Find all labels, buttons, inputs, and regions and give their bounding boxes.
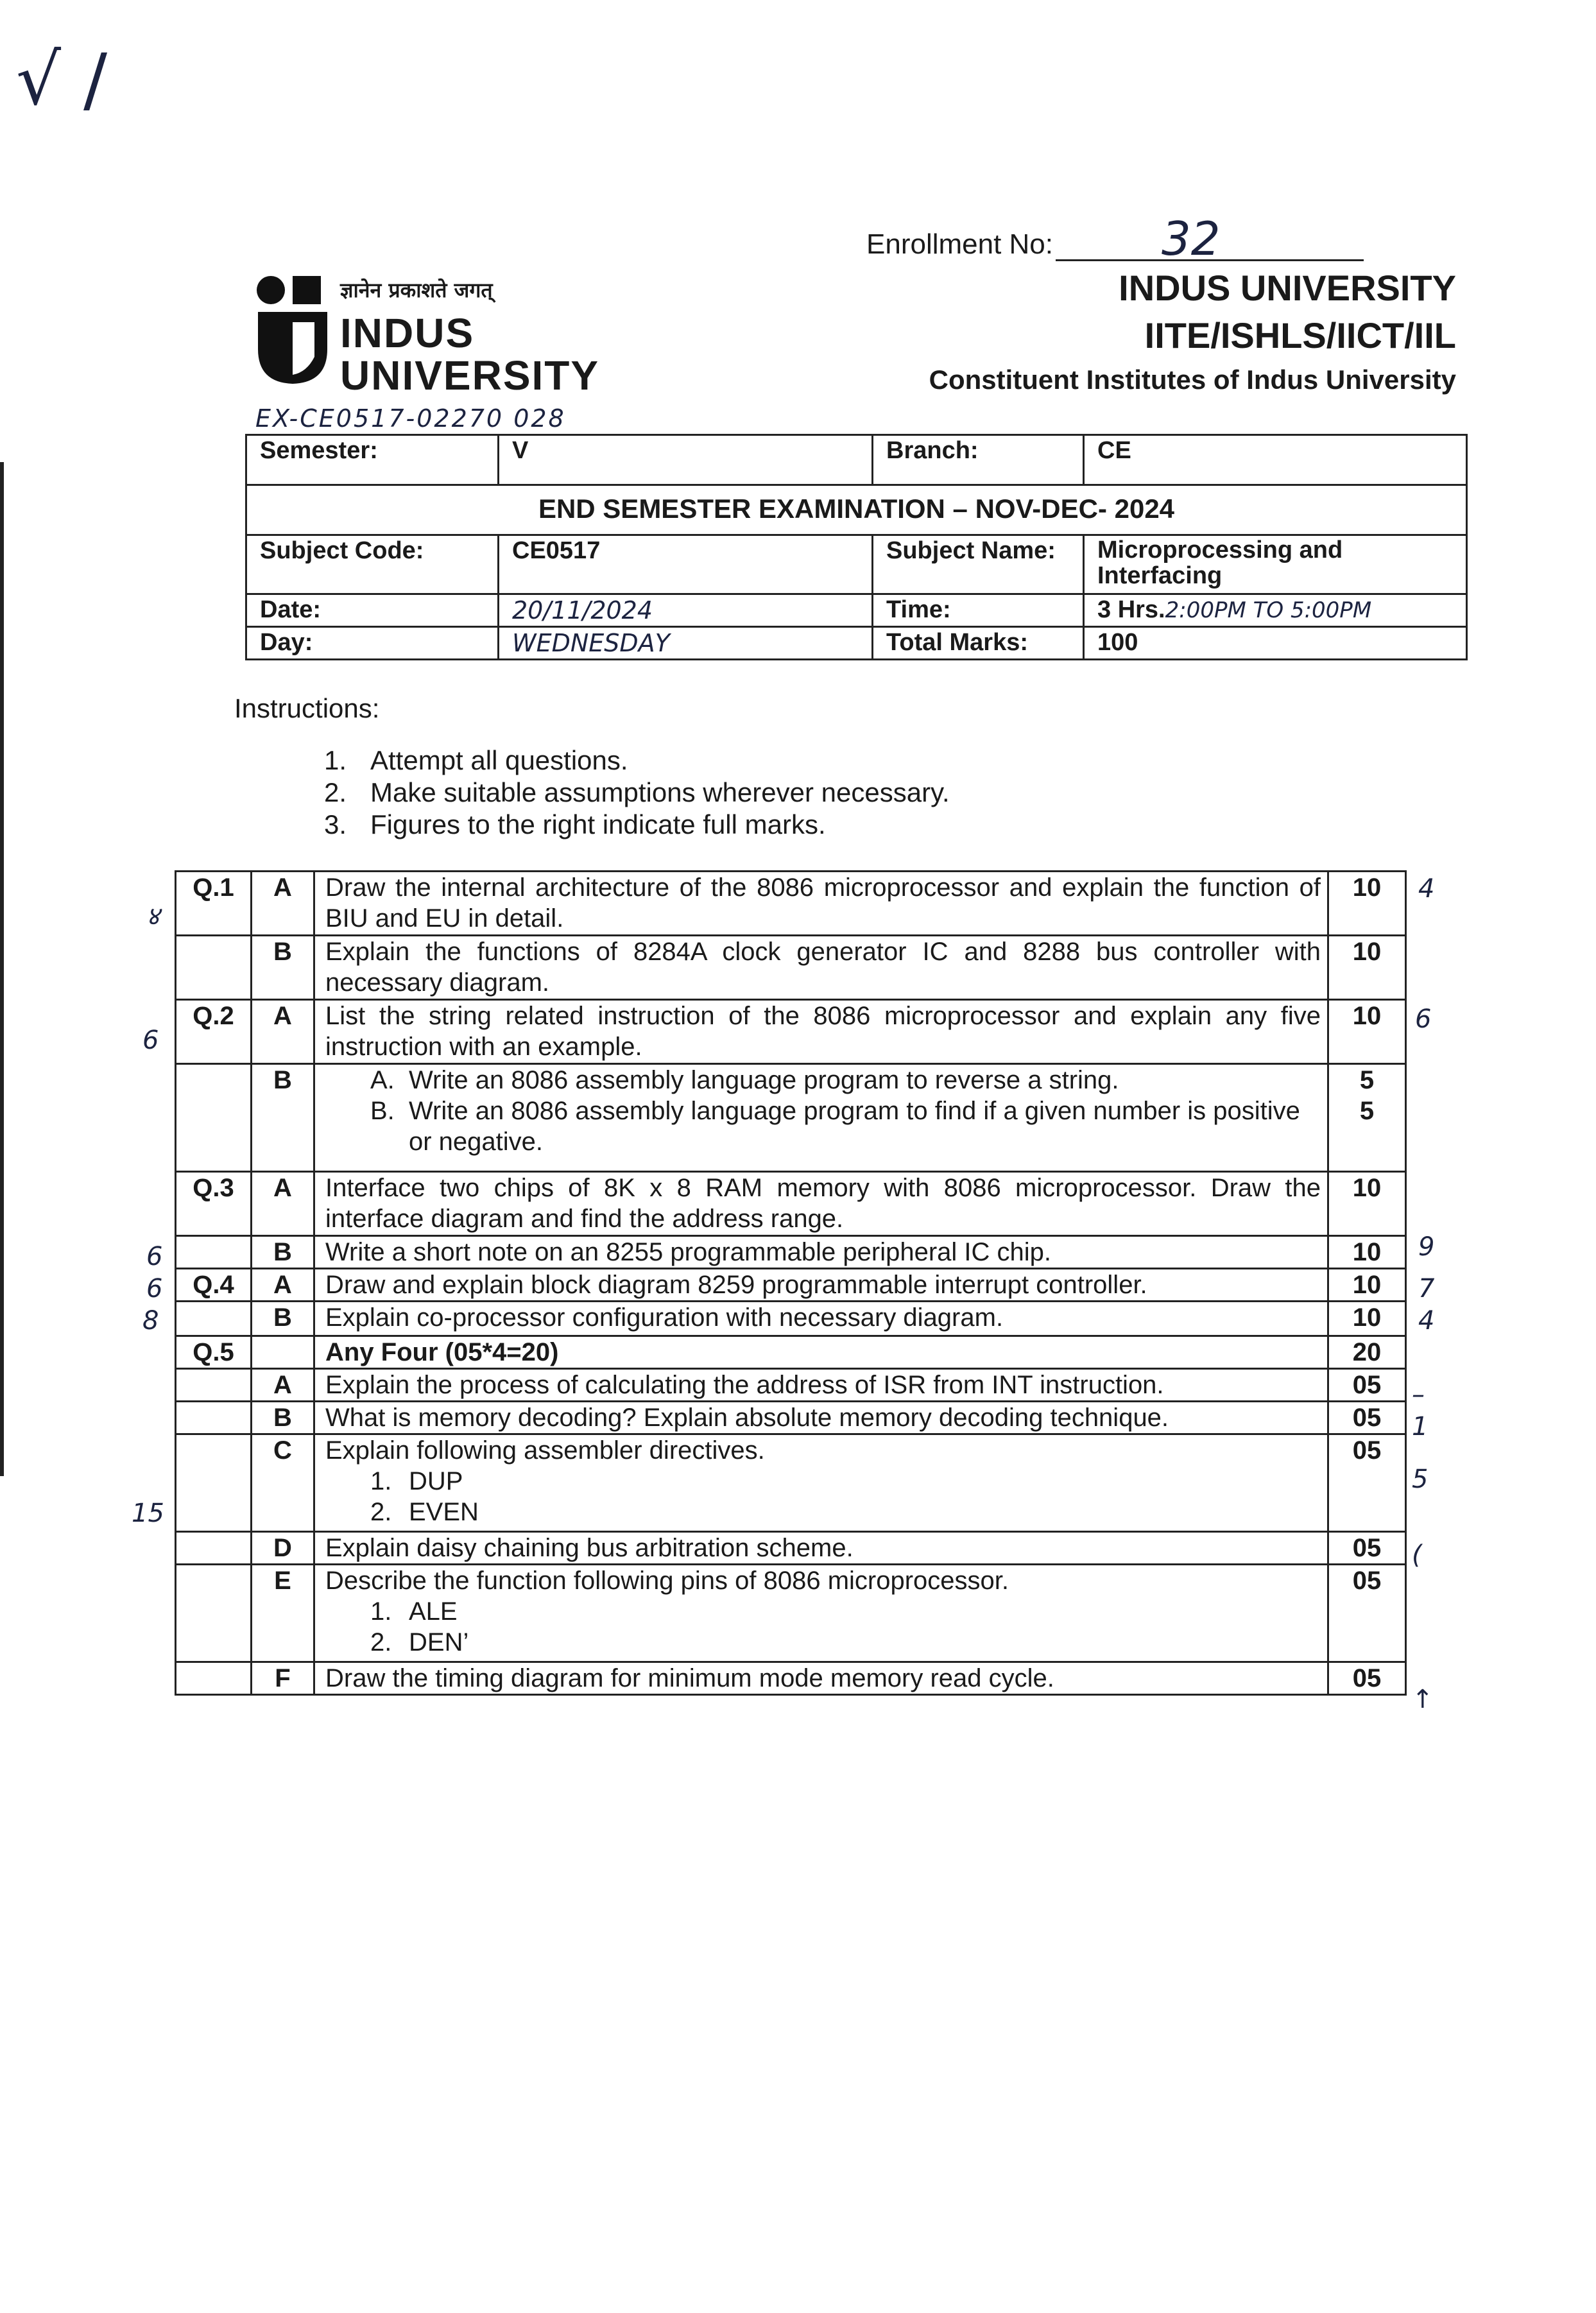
question-text <box>314 1434 1328 1532</box>
sub-item-list <box>325 1065 1321 1157</box>
question-text: Explain co-processor configuration with necessary diagram. <box>314 1302 1328 1336</box>
question-number <box>176 1565 252 1662</box>
sub-item-number: 2. <box>370 1498 392 1526</box>
branch-label: Branch: <box>873 435 1084 485</box>
day-value: WEDNESDAY <box>499 627 873 660</box>
question-text: List the string related instruction of the 8086 microprocessor and explain any five instruction with an example. <box>314 1000 1328 1064</box>
question-row <box>176 1336 1406 1369</box>
instruction-number: 3. <box>324 809 347 839</box>
instruction-text: Make suitable assumptions wherever necessary. <box>370 777 950 807</box>
question-number <box>176 1369 252 1402</box>
sub-item <box>370 1497 1321 1527</box>
sub-question-label: B <box>252 1402 314 1434</box>
sub-item <box>370 1596 1321 1627</box>
question-marks <box>1328 1064 1406 1172</box>
logo-text-university: UNIVERSITY <box>340 352 600 399</box>
question-row <box>176 1000 1406 1064</box>
margin-score-right: ↑ <box>1412 1685 1434 1714</box>
date-value: 20/11/2024 <box>499 594 873 627</box>
question-marks: 10 <box>1328 1302 1406 1336</box>
question-row <box>176 1369 1406 1402</box>
sub-item-marks: 5 <box>1359 1066 1375 1094</box>
instruction-text: Attempt all questions. <box>370 745 628 775</box>
sub-item-text: Write an 8086 assembly language program to find if a given number is positive or negative. <box>409 1097 1300 1156</box>
sub-item-text: ALE <box>409 1597 458 1626</box>
question-marks: 10 <box>1328 1000 1406 1064</box>
university-constituent-line: Constituent Institutes of Indus University <box>929 365 1456 395</box>
margin-score-left: 15 <box>132 1499 164 1528</box>
margin-score-right: – <box>1412 1380 1425 1409</box>
semester-label: Semester: <box>246 435 499 485</box>
question-number <box>176 1532 252 1565</box>
instruction-number: 2. <box>324 777 347 807</box>
question-number <box>176 936 252 1000</box>
sub-question-label <box>252 1336 314 1369</box>
sub-item-number: A. <box>370 1066 395 1094</box>
question-text-line: Explain following assembler directives. <box>325 1436 765 1465</box>
question-marks: 10 <box>1328 936 1406 1000</box>
sub-item <box>370 1627 1321 1658</box>
question-marks: 05 <box>1328 1402 1406 1434</box>
margin-score-right: ( <box>1412 1540 1422 1570</box>
sub-question-label: B <box>252 1302 314 1336</box>
branch-value: CE <box>1084 435 1467 485</box>
sub-question-label: A <box>252 1269 314 1302</box>
margin-score-left: 6 <box>146 1274 163 1303</box>
sub-question-label: A <box>252 1000 314 1064</box>
logo-text-indus: INDUS <box>340 310 475 356</box>
question-text: Interface two chips of 8K x 8 RAM memory with 8086 microprocessor. Draw the interface diagram and find the address range. <box>314 1172 1328 1236</box>
corner-tick-marks: √ / <box>16 39 108 121</box>
sub-item-number: 1. <box>370 1467 392 1495</box>
sub-item-text: Write an 8086 assembly language program to reverse a string. <box>409 1066 1119 1094</box>
margin-score-right: 9 <box>1418 1232 1435 1262</box>
question-text <box>314 1565 1328 1662</box>
sub-question-label: E <box>252 1565 314 1662</box>
question-text: What is memory decoding? Explain absolute memory decoding technique. <box>314 1402 1328 1434</box>
question-text-line: Describe the function following pins of 8086 microprocessor. <box>325 1567 1009 1595</box>
margin-score-right: 6 <box>1415 1004 1432 1034</box>
total-marks-value: 100 <box>1084 627 1467 660</box>
subject-code-label: Subject Code: <box>246 535 499 594</box>
question-number: Q.2 <box>176 1000 252 1064</box>
instruction-text: Figures to the right indicate full marks. <box>370 809 826 839</box>
instruction-item <box>324 809 950 841</box>
margin-score-right: 5 <box>1412 1465 1429 1494</box>
subject-name-value: Microprocessing and Interfacing <box>1084 535 1467 594</box>
sub-question-label: B <box>252 1064 314 1172</box>
question-number <box>176 1434 252 1532</box>
question-number <box>176 1064 252 1172</box>
question-text <box>314 1064 1328 1172</box>
exam-title: END SEMESTER EXAMINATION – NOV-DEC- 2024 <box>246 485 1467 535</box>
instruction-item <box>324 777 950 809</box>
instruction-item <box>324 744 950 777</box>
question-text: Write a short note on an 8255 programmable peripheral IC chip. <box>314 1236 1328 1269</box>
sub-item-number: B. <box>370 1097 395 1125</box>
question-number <box>176 1236 252 1269</box>
question-marks: 05 <box>1328 1434 1406 1532</box>
time-label: Time: <box>873 594 1084 627</box>
semester-value: V <box>499 435 873 485</box>
sub-question-label: D <box>252 1532 314 1565</box>
question-number <box>176 1402 252 1434</box>
sub-item <box>370 1096 1321 1157</box>
question-marks: 20 <box>1328 1336 1406 1369</box>
date-label: Date: <box>246 594 499 627</box>
day-label: Day: <box>246 627 499 660</box>
question-text: Draw the internal architecture of the 8086 microprocessor and explain the function of BIU and EU in detail. <box>314 872 1328 936</box>
university-name: INDUS UNIVERSITY <box>1119 268 1456 308</box>
question-text: Explain daisy chaining bus arbitration scheme. <box>314 1532 1328 1565</box>
question-number: Q.1 <box>176 872 252 936</box>
sub-item-marks: 5 <box>1359 1097 1375 1125</box>
question-row <box>176 1662 1406 1695</box>
logo-emblem-icon <box>255 272 332 388</box>
sub-item-list <box>325 1596 1321 1658</box>
time-range: 2:00PM TO 5:00PM <box>1165 598 1372 623</box>
question-row <box>176 1236 1406 1269</box>
sub-question-label: F <box>252 1662 314 1695</box>
margin-score-left: 6 <box>146 1242 163 1271</box>
question-row <box>176 1402 1406 1434</box>
question-row <box>176 1565 1406 1662</box>
question-marks: 10 <box>1328 1172 1406 1236</box>
sub-item-text: EVEN <box>409 1498 479 1526</box>
scan-edge-shadow <box>0 462 4 1476</box>
sub-question-label: A <box>252 872 314 936</box>
question-number <box>176 1662 252 1695</box>
sub-item <box>370 1065 1321 1096</box>
university-logo <box>255 272 332 388</box>
instruction-number: 1. <box>324 745 347 775</box>
question-text: Explain the process of calculating the address of ISR from INT instruction. <box>314 1369 1328 1402</box>
sub-item-list <box>325 1466 1321 1527</box>
question-marks: 10 <box>1328 872 1406 936</box>
sub-question-label: B <box>252 936 314 1000</box>
margin-score-left: 8 <box>142 1306 159 1336</box>
enrollment-number: 32 <box>1162 212 1221 266</box>
question-marks: 10 <box>1328 1269 1406 1302</box>
question-row <box>176 1302 1406 1336</box>
sub-question-label: A <box>252 1172 314 1236</box>
sub-question-label: C <box>252 1434 314 1532</box>
question-section-title: Any Four (05*4=20) <box>314 1336 1328 1369</box>
question-row <box>176 1172 1406 1236</box>
time-duration: 3 Hrs. <box>1097 596 1165 623</box>
subject-name-label: Subject Name: <box>873 535 1084 594</box>
question-row <box>176 872 1406 936</box>
question-row <box>176 936 1406 1000</box>
margin-score-left: ४ <box>146 902 160 931</box>
sub-question-label: B <box>252 1236 314 1269</box>
question-marks: 05 <box>1328 1662 1406 1695</box>
questions-table <box>175 870 1407 1696</box>
question-text: Draw the timing diagram for minimum mode memory read cycle. <box>314 1662 1328 1695</box>
question-marks: 10 <box>1328 1236 1406 1269</box>
total-marks-label: Total Marks: <box>873 627 1084 660</box>
margin-score-right: 4 <box>1418 874 1435 904</box>
sub-item-text: DUP <box>409 1467 463 1495</box>
question-marks: 05 <box>1328 1565 1406 1662</box>
question-number: Q.3 <box>176 1172 252 1236</box>
margin-score-left: 6 <box>142 1026 159 1055</box>
university-institutes: IITE/ISHLS/IICT/IIL <box>1144 315 1456 356</box>
sub-item-number: 1. <box>370 1597 392 1626</box>
question-row <box>176 1064 1406 1172</box>
question-number <box>176 1302 252 1336</box>
sub-question-label: A <box>252 1369 314 1402</box>
sub-item-number: 2. <box>370 1628 392 1656</box>
sub-item <box>370 1466 1321 1497</box>
paper-code: EX-CE0517-02270 028 <box>255 404 566 433</box>
margin-score-right: 7 <box>1418 1274 1435 1303</box>
instructions-title: Instructions: <box>234 693 380 723</box>
question-number: Q.5 <box>176 1336 252 1369</box>
enrollment-label: Enrollment No: <box>866 228 1054 260</box>
question-row <box>176 1532 1406 1565</box>
question-row <box>176 1434 1406 1532</box>
time-value <box>1084 594 1467 627</box>
question-number: Q.4 <box>176 1269 252 1302</box>
question-marks: 05 <box>1328 1532 1406 1565</box>
question-marks: 05 <box>1328 1369 1406 1402</box>
question-text: Explain the functions of 8284A clock generator IC and 8288 bus controller with necessary diagram. <box>314 936 1328 1000</box>
margin-score-right: 4 <box>1418 1306 1435 1336</box>
instructions-list <box>324 744 950 841</box>
subject-code-value: CE0517 <box>499 535 873 594</box>
logo-tagline: ज्ञानेन प्रकाशते जगत् <box>340 278 493 302</box>
margin-score-right: 1 <box>1412 1412 1429 1441</box>
exam-info-table <box>245 434 1468 660</box>
question-row <box>176 1269 1406 1302</box>
sub-item-text: DEN’ <box>409 1628 469 1656</box>
question-text: Draw and explain block diagram 8259 programmable interrupt controller. <box>314 1269 1328 1302</box>
